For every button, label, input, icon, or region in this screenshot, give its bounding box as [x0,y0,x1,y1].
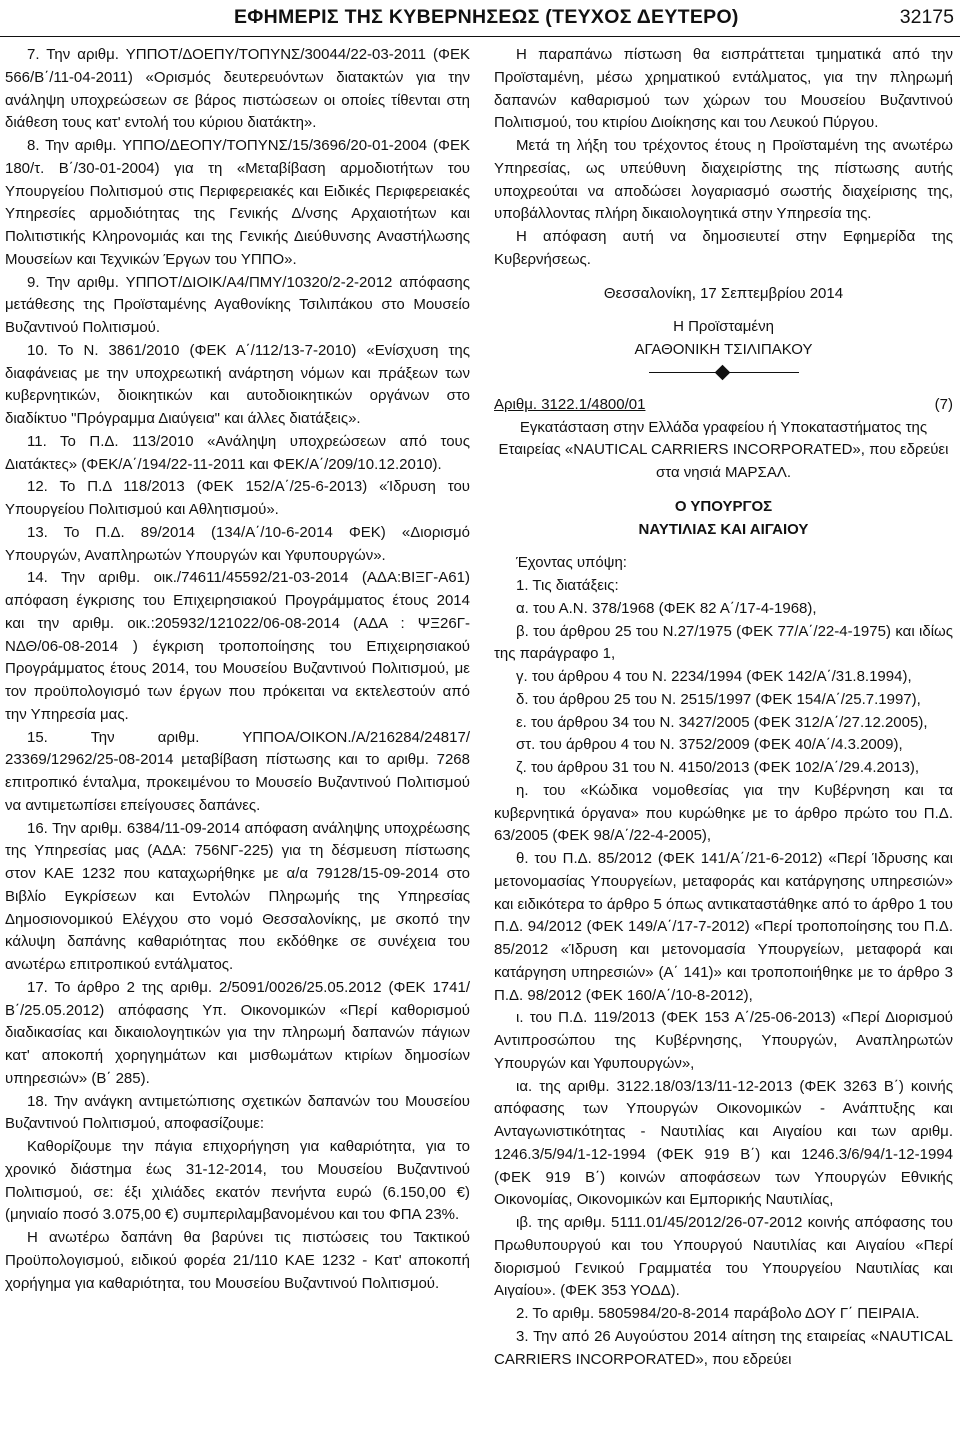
paragraph: στ. του άρθρου 4 του Ν. 3752/2009 (ΦΕΚ 40/Α΄/4.3.2009), [516,736,903,754]
minister-heading: ΝΑΥΤΙΛΙΑΣ ΚΑΙ ΑΙΓΑΙΟΥ [638,520,809,538]
paragraph: 12. Το Π.Δ 118/2013 (ΦΕΚ 152/Α΄/25-6-2013) «Ίδρυση του Υπουργείου Πολιτισμού και Αθλητισμού». [5,478,470,518]
paragraph: β. του άρθρου 25 του Ν.27/1975 (ΦΕΚ 77/Α΄/22-4-1975) και ιδίως της παράγραφο 1, [494,622,953,663]
paragraph: 11. Το Π.Δ. 113/2010 «Ανάληψη υποχρεώσεων από τους Διατάκτες» (ΦΕΚ/Α΄/194/22-11-2011 και ΦΕΚ/Α΄/209/10.12.2010). [5,432,470,473]
paragraph: Καθορίζουμε την πάγια επιχορήγηση για καθαριότητα, για το χρονικό διάστημα έως 31-12-2014, του Μουσείου Βυζαντινού Πολιτισμού, σε: έξι χιλιάδες εκατόν πενήντα ευρώ (6.150,00 €) (μηνιαίο ποσό 3.075,00 €) συμπεριλαμβανομένου και του ΦΠΑ 23%. [5,1138,470,1224]
paragraph: δ. του άρθρου 25 του Ν. 2515/1997 (ΦΕΚ 154/Α΄/25.7.1997), [516,690,921,708]
minister-heading: Ο ΥΠΟΥΡΓΟΣ [674,497,773,515]
section-separator [649,362,799,384]
right-column [494,44,953,1371]
paragraph: 13. Το Π.Δ. 89/2014 (134/Α΄/10-6-2014 ΦΕΚ) «Διορισμό Υπουργών, Αναπληρωτών Υπουργών και Υφυπουργών». [5,523,470,564]
paragraph: Η ανωτέρω δαπάνη θα βαρύνει τις πιστώσεις του Τακτικού Προϋπολογισμού, ειδικού φορέα 21/110 ΚΑΕ 1232 - Κατ' αποκοπή χορήγημα για καθαριότητα, του Μουσείου Βυζαντινού Πολιτισμού. [5,1229,470,1292]
decision-number: (7) [934,395,953,413]
paragraph: ι. του Π.Δ. 119/2013 (ΦΕΚ 153 Α΄/25-06-2013) «Περί Διορισμού Αντιπροσώπου της Κυβέρνησης, Υπουργών, Αναπληρωτών Υπουργών και Υφυπουργών», [494,1009,953,1072]
decision-reference-row [494,394,953,417]
gazette-title: ΕΦΗΜΕΡΙΣ ΤΗΣ ΚΥΒΕΡΝΗΣΕΩΣ (ΤΕΥΧΟΣ ΔΕΥΤΕΡΟ) [234,6,739,28]
paragraph: Η απόφαση αυτή να δημοσιευτεί στην Εφημερίδα της Κυβερνήσεως. [494,228,953,268]
paragraph: Η παραπάνω πίστωση θα εισπράττεται τμηματικά από την Προϊσταμένη, μέσω χρηματικού εντάλματος, για την πληρωμή δαπανών καθαρισμού των χώρων του Μουσείου Βυζαντινού Πολιτισμού, του κτιρίου Διοίκησης και του Λευκού Πύργου. [494,46,953,132]
paragraph: ιβ. της αριθμ. 5111.01/45/2012/26-07-2012 κοινής απόφασης του Πρωθυπουργού και του Υπουργού Ναυτιλίας και Αιγαίου «Περί διορισμού Γενικού Γραμματέα του Υπουργείου Ναυτιλίας και Αιγαίου». (ΦΕΚ 353 ΥΟΔΔ). [494,1214,953,1300]
paragraph: Μετά τη λήξη του τρέχοντος έτους η Προϊσταμένη της ανωτέρω Υπηρεσίας, ως υπεύθυνη διαχειρίστης της πίστωσης αυτής υποχρεούται να αποδώσει λογαριασμό σωστής διαχείρισης της, υποβάλλοντας πλήρη δικαιολογητικά στην Υπηρεσία της. [494,137,953,223]
paragraph: 3. Την από 26 Αυγούστου 2014 αίτηση της εταιρείας «NAUTICAL CARRIERS INCORPORATED», που εδρεύει [494,1327,953,1368]
page-header [0,0,960,38]
paragraph: 7. Την αριθμ. ΥΠΠΟΤ/ΔΟΕΠΥ/ΤΟΠΥΝΣ/30044/22-03-2011 (ΦΕΚ 566/Β΄/11-04-2011) «Ορισμός δευτερευόντων διατακτών για την ανάληψη υποχρεώσεων σε βάρος πιστώσεων οι οποίες τίθενται στη διάθεση τους κατ' εντολή του κύριου διατάκτη». [5,46,470,132]
paragraph: ε. του άρθρου 34 του Ν. 3427/2005 (ΦΕΚ 312/Α΄/27.12.2005), [516,713,928,731]
signatory-title: Η Προϊσταμένη [673,318,774,336]
paragraph: η. του «Κώδικα νομοθεσίας για την Κυβέρνηση και τα κυβερνητικά όργανα» που κυρώθηκε με το άρθρο πρώτο του Π.Δ. 63/2005 (ΦΕΚ 98/Α΄/22-4-2005), [494,781,953,845]
paragraph: 1. Τις διατάξεις: [516,577,619,594]
paragraph: ζ. του άρθρου 31 του Ν. 4150/2013 (ΦΕΚ 102/Α΄/29.4.2013), [516,759,920,776]
diamond-icon [714,364,730,380]
paragraph: α. του Α.Ν. 378/1968 (ΦΕΚ 82 Α΄/17-4-1968), [516,599,817,617]
paragraph: ια. της αριθμ. 3122.18/03/13/11-12-2013 (ΦΕΚ 3263 Β΄) κοινής απόφασης των Υπουργών Οικονομικών - Ανάπτυξης και Ανταγωνιστικότητας - Ναυτιλίας και Αιγαίου και των αριθμ. 1246.3/5/94/1-12-1994 (ΦΕΚ 919 Β΄) και 1246.3/6/94/1-12-1994 (ΦΕΚ 919 Β΄) κοινών αποφάσεων των Υπουργών Εθνικής Οικονομίας, Οικονομικών και Εμπορικής Ναυτιλίας, [494,1077,953,1209]
paragraph: Έχοντας υπόψη: [516,554,627,572]
decision-title: Εγκατάσταση στην Ελλάδα γραφείου ή Υποκαταστήματος της Εταιρείας «NAUTICAL CARRIERS INCORPORATED», που εδρεύει στα νησιά ΜΑΡΣΑΛ. [498,418,949,481]
paragraph: 16. Την αριθμ. 6384/11-09-2014 απόφαση ανάληψης υποχρέωσης της Υπηρεσίας μας (ΑΔΑ: 756ΝΓ-225) για τη δέσμευση πίστωσης στον ΚΑΕ 1232 που καταχωρήθηκε με α/α 79128/15-09-2014 στο Βιβλίο Εγκρίσεων και Εντολών Πληρωμής της Υπηρεσίας Δημοσιονομικού Ελέγχου στο νομό Θεσσαλονίκης, με σκοπό την κάλυψη δαπάνης καθαριότητας που εκδόθηκε σε συνέχεια του ανωτέρω επιτροπικού εντάλματος. [5,819,470,973]
paragraph: 8. Την αριθμ. ΥΠΠΟ/ΔΕΟΠΥ/ΤΟΠΥΝΣ/15/3696/20-01-2004 (ΦΕΚ 180/τ. Β΄/30-01-2004) για τη «Μεταβίβαση αρμοδιοτήτων του Υπουργείου Πολιτισμού στις Περιφερειακές και Ειδικές Περιφερειακές Υπηρεσίες αρμοδιότητας της Γενικής Δ/νσης Αρχαιοτήτων και Πολιτιστικής Κληρονομιάς και της Γενικής Διεύθυνσης Αναστήλωσης Μουσείων και Τεχνικών Έργων του ΥΠΠΟ». [5,137,470,268]
place-date: Θεσσαλονίκη, 17 Σεπτεμβρίου 2014 [603,284,844,302]
left-column [5,44,470,1295]
paragraph: 17. Το άρθρο 2 της αριθμ. 2/5091/0026/25.05.2012 (ΦΕΚ 1741/Β΄/25.05.2012) απόφασης Υπ. Οικονομικών «Περί καθορισμού διαδικασίας και δικαιολογητικών για την πληρωμή δαπανών πάγιων κατ' αποκοπή χορηγημάτων και μισθωμάτων κτιρίων δημοσίων υπηρεσιών» (Β΄ 285). [5,978,470,1087]
header-rule [0,36,960,37]
page-number: 32175 [899,6,954,28]
signatory-name: ΑΓΑΘΟΝΙΚΗ ΤΣΙΛΙΠΑΚΟΥ [634,341,813,358]
decision-reference: Αριθμ. 3122.1/4800/01 [494,395,646,413]
paragraph: 10. Το Ν. 3861/2010 (ΦΕΚ Α΄/112/13-7-2010) «Ενίσχυση της διαφάνειας με την υποχρεωτική ανάρτηση νόμων και πράξεων των κυβερνητικών, διοικητικών και αυτοδιοικητικών οργάνων στο διαδίκτυο "Πρόγραμμα Διαύγεια" και άλλες διατάξεις». [5,341,470,427]
paragraph: 18. Την ανάγκη αντιμετώπισης σχετικών δαπανών του Μουσείου Βυζαντινού Πολιτισμού, αποφασίζουμε: [5,1092,470,1133]
paragraph: 14. Την αριθμ. οικ./74611/45592/21-03-2014 (ΑΔΑ:ΒΙΞΓ-Α61) απόφαση έγκρισης του Επιχειρησιακού Προγράμματος έτους 2014 και την αριθμ. οικ.:205932/121022/06-08-2014 (ΑΔΑ : ΨΞ26Γ-ΝΔΘ/06-08-2014 ) έγκριση τροποποίησης του Επιχειρησιακού Προγράμματος έτους 2014, του Μουσείου Βυζαντινού Πολιτισμού, με τον προϋπολογισμό των έργων που πρόκειται να εκτελεστούν από την Υπηρεσία μας. [5,569,470,723]
paragraph: θ. του Π.Δ. 85/2012 (ΦΕΚ 141/Α΄/21-6-2012) «Περί Ίδρυσης και μετονομασίας Υπουργείων, μεταφοράς και κατάργησης υπηρεσιών» και ειδικότερα το άρθρο 5 όπως αντικαταστάθηκε από το άρθρο 1 του Π.Δ. 94/2012 (ΦΕΚ 149/Α΄/17-7-2012) «Περί τροποποίησης του Π.Δ. 85/2012 «Ίδρυση και μετονομασία Υπουργείων, μεταφορά και κατάργηση υπηρεσιών» (Α΄ 141)» και τροποποιήθηκε με το άρθρο 3 Π.Δ. 98/2012 (ΦΕΚ 160/Α΄/10-8-2012), [494,850,953,1004]
paragraph: 2. Το αριθμ. 5805984/20-8-2014 παράβολο ΔΟΥ Γ΄ ΠΕΙΡΑΙΑ. [516,1305,920,1322]
paragraph: 9. Την αριθμ. ΥΠΠΟΤ/ΔΙΟΙΚ/Α4/ΠΜΥ/10320/2-2-2012 απόφασης μετάθεσης της Προϊσταμένης Αγαθονίκης Τσιλιπάκου στο Μουσείο Βυζαντινού Πολιτισμού. [5,273,470,336]
paragraph: 15. Την αριθμ. ΥΠΠΟΑ/ΟΙΚΟΝ./Α/216284/24817/ 23369/12962/25-08-2014 μεταβίβαση πίστωσης και το αριθμ. 7268 επιτροπικό ένταλμα, προκειμένου το Μουσείο Βυζαντινού Πολιτισμού να αντιμετωπίσει επείγουσες δαπάνες. [5,728,470,814]
paragraph: γ. του άρθρου 4 του Ν. 2234/1994 (ΦΕΚ 142/Α΄/31.8.1994), [516,668,912,685]
